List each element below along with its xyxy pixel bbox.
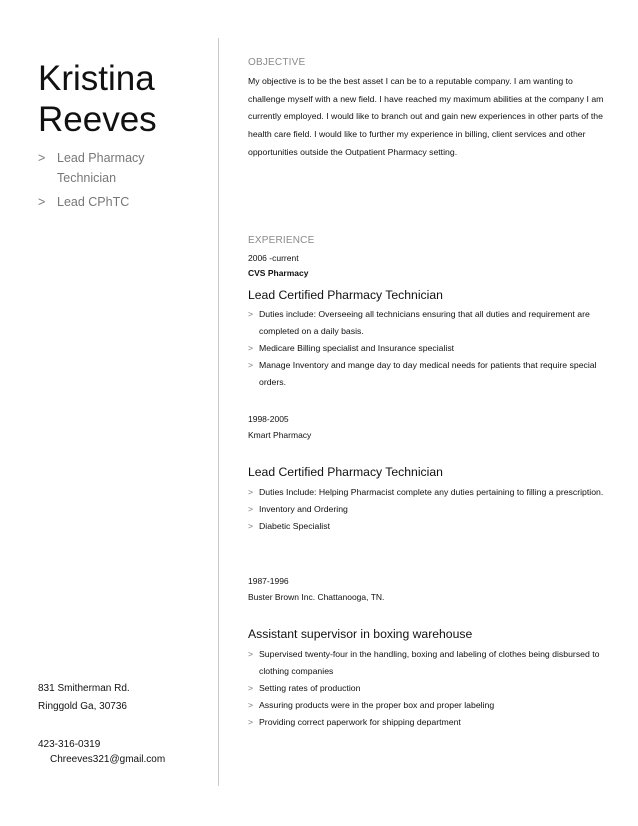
objective-text: My objective is to be the best asset I can be to a reputable company. I am wanting to challenge myself with a new field. I have reached my maximum abilities at the company I am currently employed. I would like to branch out and gain new experiences in other parts of the health care field. I would like to further my experience in billing, client services and other opportunities outside the Outpatient Pharmacy setting.	[248, 76, 604, 157]
chevron-right-icon: >	[248, 717, 254, 727]
job-duties-list	[248, 484, 608, 535]
objective-heading: OBJECTIVE	[248, 57, 306, 68]
chevron-right-icon: >	[248, 360, 254, 370]
chevron-right-icon: >	[248, 487, 254, 497]
duty-text: Duties include: Overseeing all technicians ensuring that all duties and requirement are completed on a daily basis.	[259, 309, 590, 336]
job-company: Kmart Pharmacy	[248, 430, 312, 440]
email-address: Chreeves321@gmail.com	[50, 754, 166, 765]
duty-item	[248, 340, 608, 357]
duty-text: Setting rates of production	[259, 683, 361, 693]
experience-heading: EXPERIENCE	[248, 235, 315, 246]
job-dates: 1998-2005	[248, 414, 289, 424]
address-city: Ringgold Ga, 30736	[38, 701, 127, 712]
duty-text: Assuring products were in the proper box and proper labeling	[259, 700, 495, 710]
duty-text: Duties Include: Helping Pharmacist complete any duties pertaining to filling a prescription.	[259, 487, 604, 497]
duty-text: Diabetic Specialist	[259, 521, 330, 531]
job-duties-list	[248, 646, 608, 731]
duty-item	[248, 306, 608, 340]
duty-text: Manage Inventory and mange day to day medical needs for patients that require special orders.	[259, 360, 597, 387]
duty-item	[248, 646, 608, 680]
chevron-right-icon: >	[38, 195, 46, 209]
chevron-right-icon: >	[248, 683, 254, 693]
duty-item	[248, 680, 608, 697]
chevron-right-icon: >	[248, 649, 254, 659]
phone-number: 423-316-0319	[38, 739, 101, 750]
role-item	[38, 192, 198, 212]
chevron-right-icon: >	[248, 504, 254, 514]
chevron-right-icon: >	[248, 309, 254, 319]
duty-item	[248, 484, 608, 501]
column-divider	[218, 38, 219, 786]
chevron-right-icon: >	[38, 151, 46, 165]
duty-item	[248, 501, 608, 518]
roles-list	[38, 148, 198, 216]
contact-block	[38, 737, 165, 767]
job-company: Buster Brown Inc. Chattanooga, TN.	[248, 592, 385, 602]
duty-item	[248, 357, 608, 391]
chevron-right-icon: >	[248, 700, 254, 710]
chevron-right-icon: >	[248, 521, 254, 531]
duty-item	[248, 714, 608, 731]
duty-item	[248, 697, 608, 714]
job-title: Lead Certified Pharmacy Technician	[248, 288, 443, 302]
job-dates: 1987-1996	[248, 576, 289, 586]
job-title: Assistant supervisor in boxing warehouse	[248, 627, 473, 641]
job-duties-list	[248, 306, 608, 391]
job-dates: 2006 -current	[248, 253, 299, 263]
duty-text: Providing correct paperwork for shipping department	[259, 717, 461, 727]
last-name: Reeves	[38, 100, 157, 139]
first-name: Kristina	[38, 59, 155, 98]
duty-text: Supervised twenty-four in the handling, boxing and labeling of clothes being disbursed to clothing companies	[259, 649, 600, 676]
job-title: Lead Certified Pharmacy Technician	[248, 465, 443, 479]
duty-item	[248, 518, 608, 535]
address-block	[38, 680, 130, 716]
address-street: 831 Smitherman Rd.	[38, 683, 130, 694]
role-text: Lead CPhTC	[57, 195, 130, 209]
duty-text: Medicare Billing specialist and Insurance specialist	[259, 343, 455, 353]
candidate-name	[38, 58, 157, 140]
job-company: CVS Pharmacy	[248, 268, 309, 278]
chevron-right-icon: >	[248, 343, 254, 353]
duty-text: Inventory and Ordering	[259, 504, 348, 514]
role-text: Lead Pharmacy Technician	[57, 151, 145, 185]
role-item	[38, 148, 198, 188]
